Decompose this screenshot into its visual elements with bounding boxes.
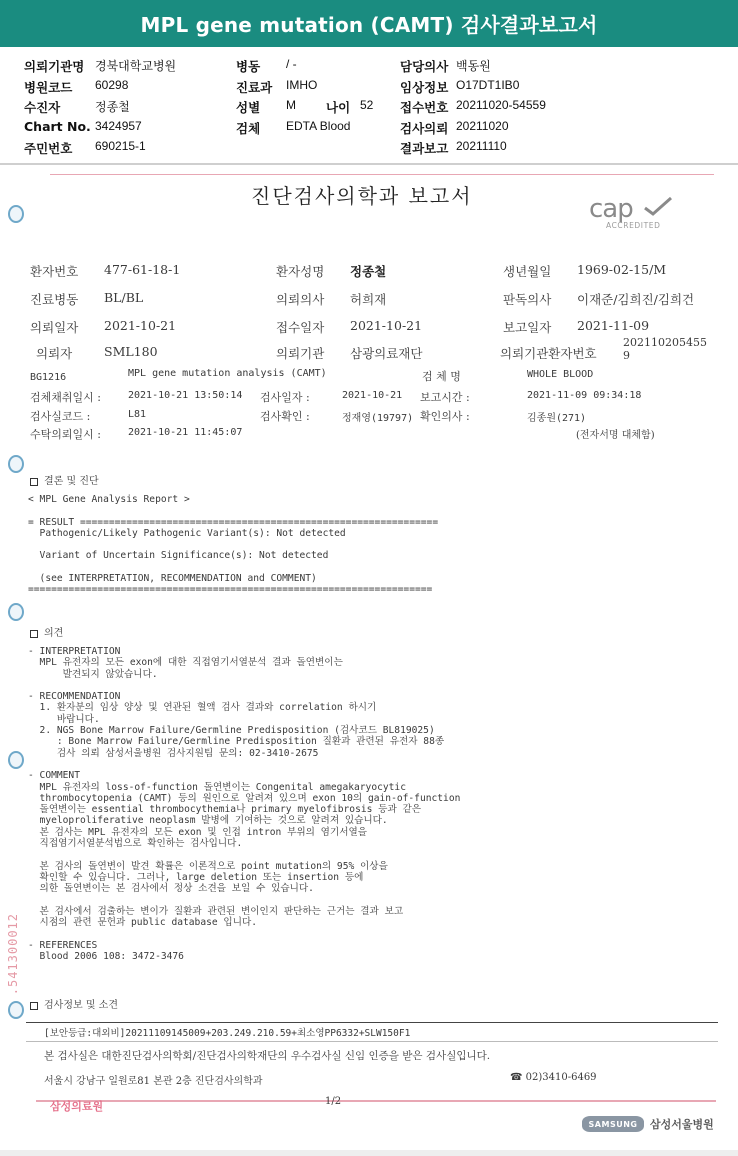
label-doctor: 담당의사 (400, 59, 449, 74)
value-hospital-code: 60298 (95, 78, 129, 92)
report-date-label: 보고일자 (503, 320, 552, 335)
patient-name-label: 환자성명 (276, 264, 325, 279)
section-conclusion-text: 결론 및 진단 (44, 476, 99, 487)
banner-title: MPL gene mutation (CAMT) 검사결과보고서 (140, 13, 598, 37)
patient-no-label: 환자번호 (30, 264, 79, 279)
e-signature-note: (전자서명 대체함) (576, 430, 655, 441)
test-name: MPL gene mutation analysis (CAMT) (128, 368, 327, 379)
binder-ring-icon (4, 602, 24, 624)
square-bullet-icon (30, 478, 38, 486)
referring-doctor-value: 허희재 (350, 292, 387, 307)
receipt-date-value: 2021-10-21 (350, 318, 423, 333)
samsung-hospital-label: 삼성서울병원 (650, 1118, 714, 1131)
consign-date-label: 수탁의뢰일시 : (30, 428, 101, 441)
test-date-value: 2021-10-21 (342, 390, 403, 401)
label-request-date: 검사의뢰 (400, 121, 449, 136)
collect-label: 검체채취일시 : (30, 391, 101, 404)
value-receipt-no: 20211020-54559 (456, 98, 546, 112)
cap-accredited-text: ACCREDITED (606, 221, 661, 230)
binder-ring-icon (4, 750, 24, 772)
collect-value: 2021-10-21 13:50:14 (128, 390, 243, 401)
cap-accredited-logo (589, 194, 689, 230)
lab-phone: ☎ 02)3410-6469 (510, 1072, 597, 1083)
lab-code-label: 검사실코드 : (30, 410, 91, 423)
request-date-label: 의뢰일자 (30, 320, 79, 335)
label-specimen: 검체 (236, 121, 261, 136)
security-line: [보안등급:대외비]20211109145009+203.249.210.59+최소영PP6332+SLW150F1 (44, 1028, 411, 1039)
value-request-date: 20211020 (456, 119, 509, 133)
binder-ring-icon (4, 1000, 24, 1022)
value-chart-no: 3424957 (95, 119, 142, 133)
label-patient: 수진자 (24, 100, 61, 115)
consign-date-value: 2021-10-21 11:45:07 (128, 427, 243, 438)
label-ward: 병동 (236, 59, 261, 74)
label-hospital-code: 병원코드 (24, 80, 73, 95)
certification-text: 본 검사실은 대한진단검사의학회/진단검사의학재단의 우수검사실 신임 인증을 받은 검사실입니다. (44, 1050, 491, 1062)
label-chart-no: Chart No. (24, 119, 91, 134)
referring-doctor-label: 의뢰의사 (276, 292, 325, 307)
section-opinion-title (30, 624, 63, 639)
institution-patient-no-value: 202110205455 (623, 336, 707, 349)
confirm-doctor-label: 확인의사 : (420, 410, 470, 423)
lab-address: 서울시 강남구 일원로81 본관 2층 진단검사의학과 (44, 1076, 263, 1087)
reader-label: 판독의사 (503, 292, 552, 307)
label-report-date: 결과보고 (400, 141, 449, 156)
value-age: 52 (360, 98, 374, 112)
square-bullet-icon (30, 630, 38, 638)
request-date-value: 2021-10-21 (104, 318, 177, 333)
report-date-value: 2021-11-09 (577, 318, 650, 333)
value-resident-no: 690215-1 (95, 139, 146, 153)
label-institution: 의뢰기관명 (24, 59, 85, 74)
scanned-report (0, 168, 738, 1156)
binder-ring-icon (4, 454, 24, 476)
institution-patient-no-suffix: 9 (623, 349, 630, 362)
top-rule (50, 174, 714, 175)
samsung-medical-label: 삼성의료원 (50, 1100, 104, 1113)
page-number: 1/2 (325, 1096, 342, 1107)
label-receipt-no: 접수번호 (400, 100, 449, 115)
header-info (0, 47, 738, 165)
result-block: < MPL Gene Analysis Report > = RESULT ============================================================== Pathogenic/Likely Pathogenic Variant(s): Not detected Variant of Uncertain Significance(s): Not detected (see INTERPRETATION, RECOMMENDATION and COMMENT) ====================================================================== (28, 494, 439, 596)
test-code: BG1216 (30, 372, 67, 383)
requester-label: 의뢰자 (36, 346, 73, 361)
report-time-value: 2021-11-09 09:34:18 (527, 390, 642, 401)
samsung-wordmark: SAMSUNG (588, 1119, 638, 1129)
institution-value: 삼광의료재단 (350, 346, 423, 361)
value-ward: / - (286, 57, 297, 71)
reader-value: 이재준/김희진/김희건 (577, 292, 695, 307)
report-banner (0, 0, 738, 47)
test-date-label: 검사일자 : (260, 391, 310, 404)
samsung-logo (582, 1116, 644, 1132)
report-title: 진단검사의학과 보고서 (251, 184, 473, 208)
patient-no-value: 477-61-18-1 (104, 262, 181, 277)
value-clinical-info: O17DT1IB0 (456, 78, 520, 92)
requester-value: SML180 (104, 344, 158, 359)
checkmark-icon (643, 196, 673, 218)
institution-patient-no-label: 의뢰기관환자번호 (500, 346, 597, 361)
bottom-strip (0, 1150, 738, 1156)
ward-label: 진료병동 (30, 292, 79, 307)
side-serial-number: .541300012 (6, 913, 20, 996)
section-testinfo-text: 검사정보 및 소견 (44, 1000, 118, 1011)
value-report-date: 20211110 (456, 139, 507, 153)
value-department: IMHO (286, 78, 318, 92)
report-time-label: 보고시간 : (420, 391, 470, 404)
confirm-label: 검사확인 : (260, 410, 310, 423)
label-resident-no: 주민번호 (24, 141, 73, 156)
value-specimen: EDTA Blood (286, 119, 351, 133)
value-patient: 정종철 (95, 100, 130, 114)
birth-label: 생년월일 (503, 264, 552, 279)
section-testinfo-title (30, 996, 118, 1011)
confirm-value: 정재영(19797) (342, 413, 414, 424)
square-bullet-icon (30, 1002, 38, 1010)
value-sex: M (286, 98, 296, 112)
footer-rule (36, 1100, 716, 1102)
patient-name-value: 정종철 (350, 264, 387, 279)
label-clinical-info: 임상정보 (400, 80, 449, 95)
lab-code-value: L81 (128, 409, 147, 420)
binder-ring-icon (4, 204, 24, 226)
opinion-block: - INTERPRETATION MPL 유전자의 모든 exon에 대한 직접염기서열분석 결과 돌연변이는 발견되지 않았습니다. - RECOMMENDATION 1. 환자분의 임상 양상 및 연관된 혈액 검사 결과와 correlation 하시기 바랍니다. 2. NGS Bone Marrow Failure/Germline Predisposition (검사코드 BL819025) : Bone Marrow Failure/Germline Predisposition 질환과 관련된 유전자 88종 검사 의뢰 삼성서울병원 검사지원팀 문의: 02-3410-2675 - COMMENT MPL 유전자의 loss-of-function 돌연변이는 Congenital amegakaryocytic thrombocytopenia (CAMT) 등의 원인으로 알려져 있으며 exon 10의 gain-of-function 돌연변이는 essential thrombocythemia나 primary myelofibrosis 등과 같은 myeloproliferative neoplasm 발병에 기여하는 것으로 알려져 있습니다. 본 검사는 MPL 유전자의 모든 exon 및 인접 intron 부위의 염기서열을 직접염기서열분석법으로 확인하는 검사입니다. 본 검사의 돌연변이 발견 확률은 이론적으로 point mutation의 95% 이상을 확인할 수 있습니다. 그러나, large deletion 또는 insertion 등에 의한 돌연변이는 본 검사에서 정상 소견을 보일 수 있습니다. 본 검사에서 검출하는 변이가 질환과 관련된 변이인지 판단하는 근거는 결과 보고 시점의 관련 문헌과 public database 입니다. - REFERENCES Blood 2006 108: 3472-3476 (28, 646, 461, 963)
confirm-doctor-value: 김종원(271) (527, 413, 587, 424)
receipt-date-label: 접수일자 (276, 320, 325, 335)
value-doctor: 백동원 (456, 59, 491, 73)
value-institution: 경북대학교병원 (95, 59, 177, 73)
section-conclusion-title (30, 472, 99, 487)
section-opinion-text: 의견 (44, 628, 64, 639)
ward-value: BL/BL (104, 290, 144, 305)
institution-label: 의뢰기관 (276, 346, 325, 361)
specimen-name-value: WHOLE BLOOD (527, 369, 594, 380)
birth-value: 1969-02-15/M (577, 262, 667, 277)
specimen-name-label: 검 체 명 (422, 370, 461, 383)
label-department: 진료과 (236, 80, 273, 95)
cap-wordmark: cap (589, 194, 633, 224)
label-age: 나이 (326, 100, 351, 115)
label-sex: 성별 (236, 100, 261, 115)
